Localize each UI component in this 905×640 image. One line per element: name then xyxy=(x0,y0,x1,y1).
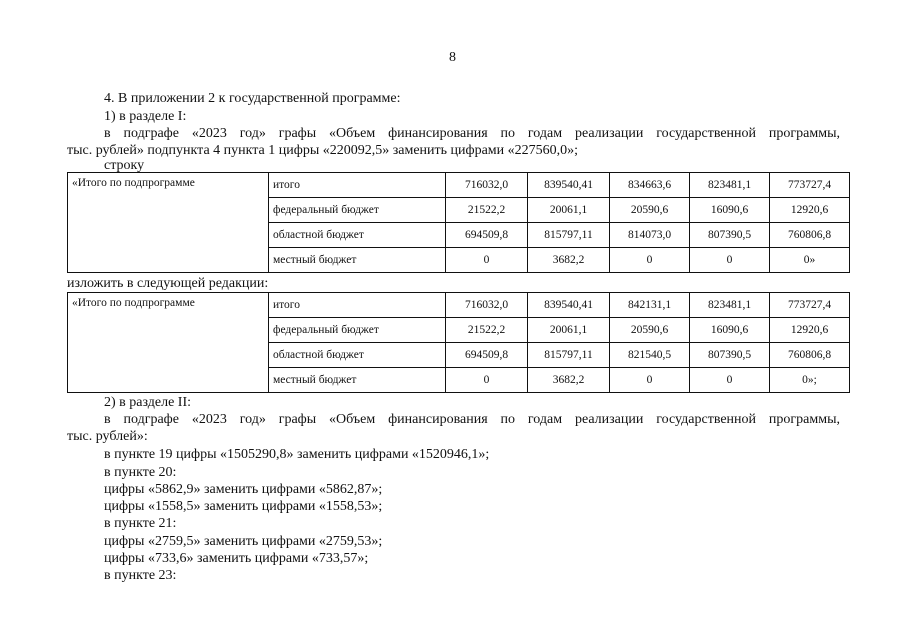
value-cell: 760806,8 xyxy=(770,223,850,248)
value-cell: 20061,1 xyxy=(528,198,610,223)
item-20-b: цифры «1558,5» заменить цифрами «1558,53»; xyxy=(104,499,383,514)
paragraph-1-line-2: тыс. рублей» подпункта 4 пункта 1 цифры «220092,5» заменить цифрами «227560,0»; xyxy=(67,143,579,158)
value-cell: 807390,5 xyxy=(690,223,770,248)
item-20: в пункте 20: xyxy=(104,465,177,480)
value-cell: 20061,1 xyxy=(528,318,610,343)
page-number: 8 xyxy=(449,50,456,65)
budget-kind: итого xyxy=(269,173,446,198)
value-cell: 20590,6 xyxy=(610,318,690,343)
value-cell: 694509,8 xyxy=(446,223,528,248)
value-cell: 842131,1 xyxy=(610,293,690,318)
budget-kind: местный бюджет xyxy=(269,248,446,273)
value-cell: 694509,8 xyxy=(446,343,528,368)
value-cell: 716032,0 xyxy=(446,173,528,198)
value-cell: 834663,6 xyxy=(610,173,690,198)
value-cell: 814073,0 xyxy=(610,223,690,248)
value-cell: 0» xyxy=(770,248,850,273)
value-cell: 815797,11 xyxy=(528,223,610,248)
item-20-a: цифры «5862,9» заменить цифрами «5862,87»; xyxy=(104,482,383,497)
budget-kind: федеральный бюджет xyxy=(269,198,446,223)
value-cell: 823481,1 xyxy=(690,173,770,198)
value-cell: 0 xyxy=(690,368,770,393)
value-cell: 815797,11 xyxy=(528,343,610,368)
value-cell: 12920,6 xyxy=(770,318,850,343)
value-cell: 0 xyxy=(610,248,690,273)
value-cell: 3682,2 xyxy=(528,368,610,393)
budget-kind: федеральный бюджет xyxy=(269,318,446,343)
value-cell: 716032,0 xyxy=(446,293,528,318)
value-cell: 16090,6 xyxy=(690,198,770,223)
table-row xyxy=(68,173,850,198)
value-cell: 839540,41 xyxy=(528,173,610,198)
budget-kind: местный бюджет xyxy=(269,368,446,393)
value-cell: 821540,5 xyxy=(610,343,690,368)
old-values-table xyxy=(67,172,850,273)
budget-kind: областной бюджет xyxy=(269,343,446,368)
value-cell: 16090,6 xyxy=(690,318,770,343)
value-cell: 12920,6 xyxy=(770,198,850,223)
value-cell: 773727,4 xyxy=(770,293,850,318)
table-row xyxy=(68,293,850,318)
value-cell: 773727,4 xyxy=(770,173,850,198)
value-cell: 21522,2 xyxy=(446,198,528,223)
value-cell: 0 xyxy=(446,368,528,393)
subsection-2: 2) в разделе II: xyxy=(104,395,192,410)
item-23: в пункте 23: xyxy=(104,568,177,583)
value-cell: 0»; xyxy=(770,368,850,393)
subprogram-total-label: «Итого по подпрограмме xyxy=(68,293,269,393)
budget-kind: итого xyxy=(269,293,446,318)
new-values-table xyxy=(67,292,850,393)
item-21: в пункте 21: xyxy=(104,516,177,531)
value-cell: 807390,5 xyxy=(690,343,770,368)
restate-caption: изложить в следующей редакции: xyxy=(67,276,269,291)
paragraph-2-line-1: в подграфе «2023 год» графы «Объем финансирования по годам реализации государственной программы, xyxy=(104,412,840,427)
item-21-a: цифры «2759,5» заменить цифрами «2759,53»; xyxy=(104,534,383,549)
subsection-1: 1) в разделе I: xyxy=(104,109,187,124)
value-cell: 21522,2 xyxy=(446,318,528,343)
value-cell: 0 xyxy=(610,368,690,393)
value-cell: 823481,1 xyxy=(690,293,770,318)
value-cell: 3682,2 xyxy=(528,248,610,273)
item-21-b: цифры «733,6» заменить цифрами «733,57»; xyxy=(104,551,369,566)
section-heading: 4. В приложении 2 к государственной программе: xyxy=(104,91,401,106)
paragraph-1-line-1: в подграфе «2023 год» графы «Объем финансирования по годам реализации государственной программы, xyxy=(104,126,840,141)
value-cell: 20590,6 xyxy=(610,198,690,223)
value-cell: 0 xyxy=(690,248,770,273)
budget-kind: областной бюджет xyxy=(269,223,446,248)
row-word: строку xyxy=(104,158,145,173)
value-cell: 839540,41 xyxy=(528,293,610,318)
value-cell: 0 xyxy=(446,248,528,273)
subprogram-total-label: «Итого по подпрограмме xyxy=(68,173,269,273)
value-cell: 760806,8 xyxy=(770,343,850,368)
item-19: в пункте 19 цифры «1505290,8» заменить цифрами «1520946,1»; xyxy=(104,447,490,462)
paragraph-2-line-2: тыс. рублей»: xyxy=(67,429,148,444)
